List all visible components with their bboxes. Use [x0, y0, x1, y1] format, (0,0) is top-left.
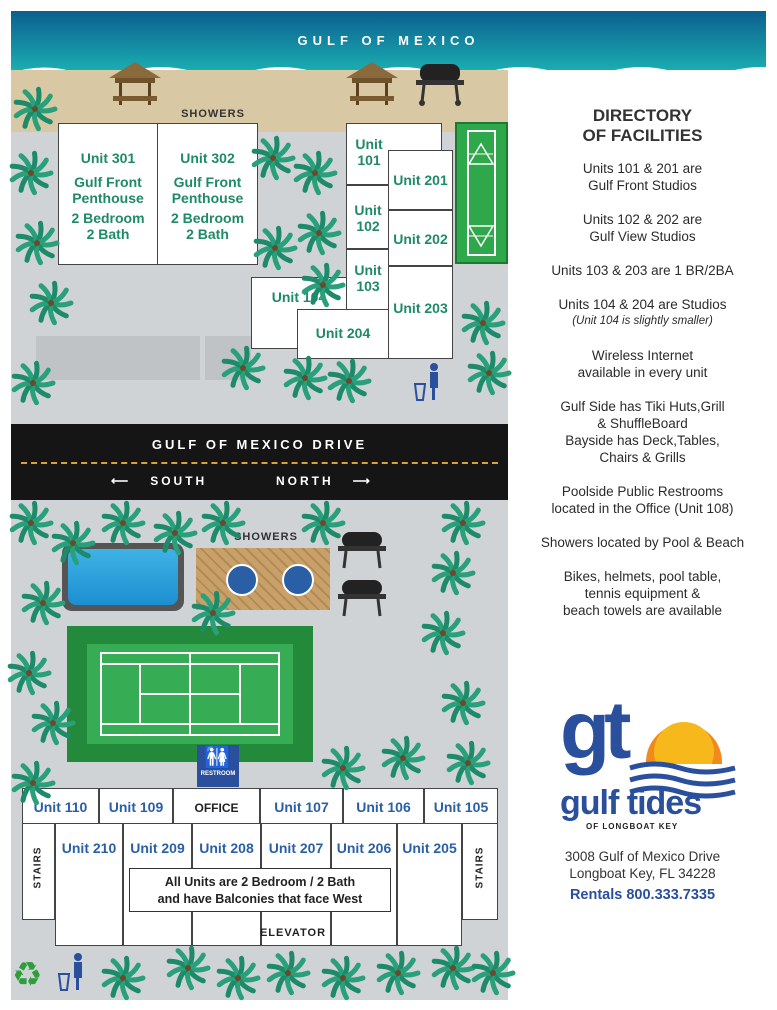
- palm-tree-icon: [8, 500, 54, 546]
- palm-tree-icon: [50, 520, 96, 566]
- showers-pool-label: SHOWERS: [234, 531, 298, 543]
- directory-item: Units 103 & 203 are 1 BR/2BA: [551, 263, 734, 278]
- unit-302-label: Unit 302: [180, 150, 235, 166]
- palm-tree-icon: [320, 955, 366, 1001]
- palm-tree-icon: [380, 735, 426, 781]
- palm-tree-icon: [420, 610, 466, 656]
- gulf-of-mexico-drive: [11, 424, 508, 500]
- unit-205[interactable]: Unit 205: [397, 823, 462, 946]
- stairs-right: STAIRS: [462, 823, 498, 920]
- palm-tree-icon: [30, 700, 76, 746]
- south-arrow: ⟵ SOUTH: [111, 474, 208, 488]
- palm-tree-icon: [300, 262, 346, 308]
- unit-104[interactable]: Unit 104: [251, 277, 347, 349]
- bayside-note: All Units are 2 Bedroom / 2 Bath and have Balconies that face West: [129, 868, 391, 912]
- directory-title: DIRECTORY OF FACILITIES: [582, 106, 703, 145]
- showers-beach-label: SHOWERS: [181, 108, 245, 120]
- unit-207[interactable]: Unit 207: [261, 823, 331, 946]
- palm-tree-icon: [20, 580, 66, 626]
- palm-tree-icon: [460, 300, 506, 346]
- directory-item: Units 104 & 204 are Studios (Unit 104 is slightly smaller): [558, 297, 727, 327]
- palm-tree-icon: [10, 760, 56, 806]
- palm-tree-icon: [14, 220, 60, 266]
- unit-106[interactable]: Unit 106: [343, 788, 424, 824]
- palm-tree-icon: [250, 135, 296, 181]
- directory-item: Gulf Side has Tiki Huts,Grill & ShuffleBoard Bayside has Deck,Tables, Chairs & Grills: [560, 399, 725, 465]
- palm-tree-icon: [445, 740, 491, 786]
- rentals-phone[interactable]: Rentals 800.333.7335: [569, 887, 716, 903]
- palm-tree-icon: [100, 955, 146, 1001]
- unit-204[interactable]: Unit 204: [297, 309, 389, 359]
- unit-102[interactable]: Unit 102: [346, 185, 390, 249]
- trash-icon: [412, 362, 446, 402]
- grill-icon: [334, 576, 394, 622]
- palm-tree-icon: [252, 225, 298, 271]
- unit-101[interactable]: Unit 101: [346, 123, 442, 185]
- tiki-hut-icon: [105, 58, 165, 114]
- directory-item: Showers located by Pool & Beach: [540, 535, 745, 550]
- palm-tree-icon: [6, 650, 52, 696]
- palm-tree-icon: [190, 590, 236, 636]
- unit-103[interactable]: Unit 103: [346, 249, 390, 313]
- unit-105[interactable]: Unit 105: [424, 788, 498, 824]
- palm-tree-icon: [10, 360, 56, 406]
- unit-301-label: Unit 301: [80, 150, 136, 166]
- palm-tree-icon: [292, 150, 338, 196]
- trash-icon: [56, 952, 90, 992]
- palm-tree-icon: [440, 500, 486, 546]
- north-arrow: NORTH ⟶: [276, 474, 373, 488]
- unit-301[interactable]: Unit 301 Gulf Front Penthouse 2 Bedroom 2 Bath: [58, 123, 158, 265]
- palm-tree-icon: [200, 500, 246, 546]
- recycle-icon: ♻: [12, 956, 43, 994]
- grill-icon: [412, 58, 468, 108]
- unit-208[interactable]: Unit 208: [192, 823, 261, 946]
- tiki-hut-icon: [342, 58, 402, 114]
- palm-tree-icon: [296, 210, 342, 256]
- restroom-icon: 🚻: [204, 745, 232, 770]
- palm-tree-icon: [8, 150, 54, 196]
- palm-tree-icon: [470, 950, 516, 996]
- unit-107[interactable]: Unit 107: [260, 788, 343, 824]
- stairs-left: STAIRS: [22, 823, 55, 920]
- palm-tree-icon: [300, 500, 346, 546]
- unit-209[interactable]: Unit 209: [123, 823, 192, 946]
- palm-tree-icon: [220, 345, 266, 391]
- unit-206[interactable]: Unit 206: [331, 823, 397, 946]
- palm-tree-icon: [282, 355, 328, 401]
- directory-item: Poolside Public Restrooms located in the Office (Unit 108): [551, 484, 734, 516]
- road-label: GULF OF MEXICO DRIVE: [151, 437, 368, 452]
- directory-item: Units 101 & 201 are Gulf Front Studios: [582, 161, 703, 193]
- palm-tree-icon: [12, 86, 58, 132]
- unit-110[interactable]: Unit 110: [22, 788, 99, 824]
- unit-210[interactable]: Unit 210: [55, 823, 123, 946]
- shuffleboard-court: [455, 122, 508, 264]
- palm-tree-icon: [440, 680, 486, 726]
- tennis-court: [67, 626, 313, 762]
- palm-tree-icon: [28, 280, 74, 326]
- directory-item: Wireless Internet available in every unit: [577, 348, 708, 380]
- gulf-tides-logo: gt gulf tides OF LONGBOAT KEY: [560, 700, 740, 835]
- directory-item: Bikes, helmets, pool table, tennis equipment & beach towels are available: [562, 569, 723, 618]
- palm-tree-icon: [215, 955, 261, 1001]
- palm-tree-icon: [326, 358, 372, 404]
- unit-202[interactable]: Unit 202: [388, 210, 453, 266]
- palm-tree-icon: [375, 950, 421, 996]
- palm-tree-icon: [100, 500, 146, 546]
- directory-item: Units 102 & 202 are Gulf View Studios: [582, 212, 703, 244]
- palm-tree-icon: [165, 945, 211, 991]
- unit-109[interactable]: Unit 109: [99, 788, 173, 824]
- palm-tree-icon: [265, 950, 311, 996]
- palm-tree-icon: [430, 550, 476, 596]
- unit-302[interactable]: Unit 302 Gulf Front Penthouse 2 Bedroom 2 Bath: [157, 123, 258, 265]
- palm-tree-icon: [320, 745, 366, 791]
- restroom-sign: 🚻 RESTROOM: [197, 745, 239, 787]
- palm-tree-icon: [152, 510, 198, 556]
- address: 3008 Gulf of Mexico Drive Longboat Key, FL 34228: [564, 849, 721, 881]
- gulf-label: GULF OF MEXICO: [297, 33, 480, 48]
- unit-201[interactable]: Unit 201: [388, 150, 453, 210]
- elevator-label: ELEVATOR: [259, 927, 327, 939]
- unit-203[interactable]: Unit 203: [388, 266, 453, 359]
- palm-tree-icon: [466, 350, 512, 396]
- office[interactable]: OFFICE: [173, 788, 260, 824]
